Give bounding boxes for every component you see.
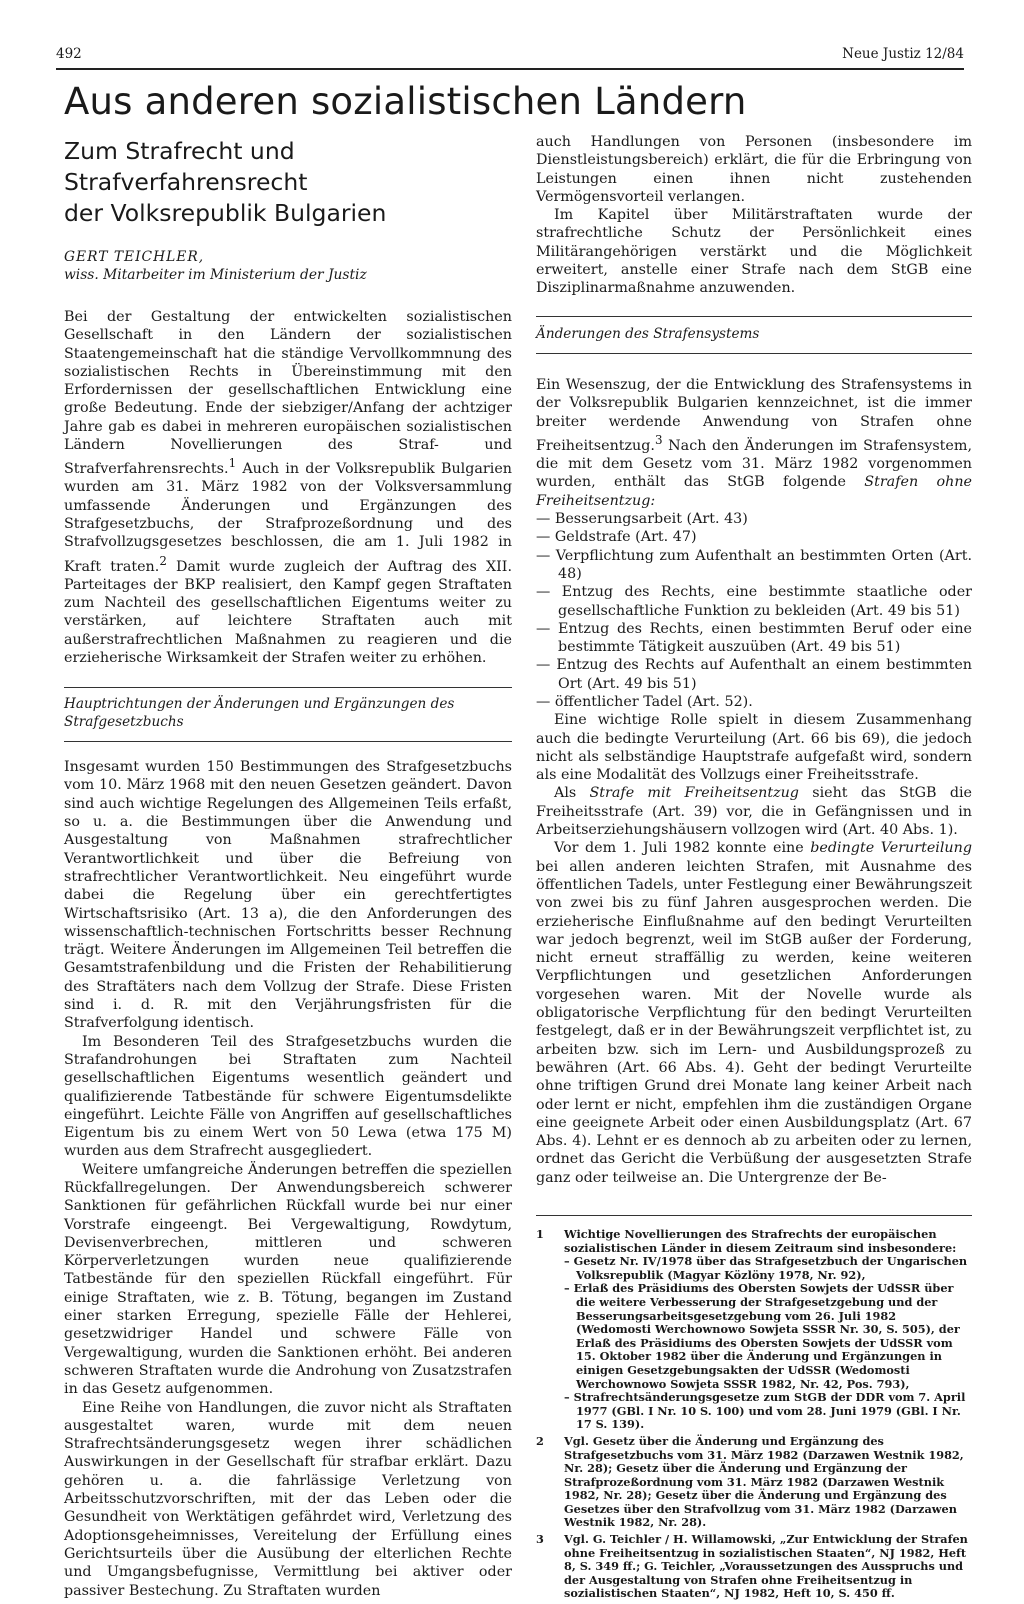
footnote-ref-2: 2	[159, 553, 167, 568]
footnote-ref-1: 1	[228, 456, 237, 471]
intro-text-3: Damit wurde zugleich der Auftrag des XII. Parteitages der BKP realisiert, den Kampf gegen Straftaten zum Nachteil des gesellschaftlichen Eigentums weiter zu verstärken, auf leichtere Straftaten auch mit außerstrafrechtlichen Maßnahmen zu reagieren und die erzieherische Wirksamkeit der Strafen weiter zu erhöhen.	[64, 558, 512, 666]
penalty-item: — Besserungsarbeit (Art. 43)	[536, 511, 748, 528]
footnote-subitem: – Gesetz Nr. IV/1978 über das Strafgesetzbuch der Ungarischen Volksrepublik (Magyar Közlöny 1978, Nr. 92),	[564, 1254, 968, 1282]
author-role: wiss. Mitarbeiter im Ministerium der Justiz	[64, 266, 367, 283]
footnote-body: Vgl. Gesetz über die Änderung und Ergänzung des Strafgesetzbuchs vom 31. März 1982 (Darzawen Westnik 1982, Nr. 28); Gesetz über die Änderung und Ergänzung der Strafprozeßordnung vom 31. März 1982 (Darzawen Westnik 1982, Nr. 28); Gesetz über die Änderung und Ergänzung des Gesetzes über den Strafvollzug vom 31. März 1982 (Darzawen Westnik 1982, Nr. 28).	[564, 1433, 964, 1530]
penalty-item: — Verpflichtung zum Aufenthalt an bestimmten Orten (Art. 48)	[536, 547, 972, 582]
strafen-text-1: Ein Wesenszug, der die Entwicklung des Strafensystems in der Volksrepublik Bulgarien kennzeichnet, ist die immer breiter werdende Anwendung von Strafen ohne Freiheitsentzug.	[536, 377, 972, 454]
subheading-strafensystem: Änderungen des Strafensystems	[536, 316, 972, 355]
footnote-rule	[536, 1215, 972, 1216]
running-header	[56, 46, 964, 70]
footnote-1	[536, 1228, 972, 1432]
right-column	[536, 133, 972, 1604]
paragraph-bedingte-verurteilung: Eine wichtige Rolle spielt in diesem Zusammenhang auch die bedingte Verurteilung (Art. 66 bis 69), die jedoch nicht als selbständige Hauptstrafe aufgefaßt wird, sondern als eine Modalität des Vollzugs einer Freiheitsstrafe.	[536, 712, 972, 784]
intro-text-1: Bei der Gestaltung der entwickelten sozialistischen Gesellschaft in den Ländern der sozialistischen Staatengemeinschaft hat die ständige Vervollkommnung des sozialistischen Rechts in Übereinstimmung mit den Erfordernissen der gesellschaftlichen Entwicklung eine große Bedeutung. Ende der siebziger/Anfang der achtziger Jahre gab es dabei in mehreren europäischen sozialistischen Ländern Novellierungen des Straf- und Strafverfahrensrechts.	[64, 309, 512, 478]
paragraph-continuation: auch Handlungen von Personen (insbesondere im Dienstleistungsbereich) erklärt, die für die Erbringung von Leistungen einen ihnen nicht zustehenden Vermögensvorteil verlangen.	[536, 134, 972, 205]
byline	[64, 249, 512, 284]
footnote-number: 3	[536, 1532, 544, 1547]
footnote-body	[564, 1228, 972, 1432]
paragraph-rueckfall: Weitere umfangreiche Änderungen betreffen die speziellen Rückfallregelungen. Der Anwendungsbereich schwerer Sanktionen für gefährlichen Rückfall wurde bei nur einer Vorstrafe eingeengt. Bei Vergewaltigung, Rowdytum, Devisenverbrechen, mittleren und schweren Körperverletzungen wurden neue qualifizierende Tatbestände für den speziellen Rückfall eingeführt. Für einige Straftaten, wie z. B. Tötung, begangen im Zustand einer starken Erregung, spezielle Fälle der Hehlerei, gesetzwidriger Handel und schwere Fälle von Vergewaltigung, wurden die Sanktionen erhöht. Bei anderen schweren Straftaten wurde die Androhung von Zusatzstrafen in das Gesetz aufgenommen.	[64, 1161, 512, 1398]
footnote-subitem: – Erlaß des Präsidiums des Obersten Sowjets der UdSSR über die weitere Verbesserung der Strafgesetzgebung und der Besserungsarbeitsgesetzgebung vom 26. Juli 1982 (Wedomosti Werchownowo Sowjeta SSSR Nr. 30, S. 505), der Erlaß des Präsidiums des Obersten Sowjets der UdSSR vom 15. Oktober 1982 über die Änderung und Ergänzungen in einigen Gesetzgebungsakten der UdSSR (Wedomosti Werchownowo Sowjeta SSSR 1982, Nr. 42, Pos. 793),	[564, 1281, 960, 1391]
paragraph-wesenszug	[536, 376, 972, 510]
frei-text-2: sieht das StGB die Freiheitsstrafe (Art. 39) vor, die in Gefängnissen und in Arbeitserziehungshäusern vollzogen wird (Art. 40 Abs. 1).	[536, 785, 973, 839]
author-name: GERT TEICHLER,	[64, 249, 205, 265]
footnote-intro: Wichtige Novellierungen des Strafrechts der europäischen sozialistischen Länder in diesem Zeitraum sind insbesondere:	[564, 1227, 957, 1255]
article-title-line-1: Zum Strafrecht und Strafverfahrensrecht	[64, 137, 308, 196]
section-title: Aus anderen sozialistischen Ländern	[64, 80, 747, 123]
penalty-item: — Entzug des Rechts, einen bestimmten Beruf oder eine bestimmte Tätigkeit auszuüben (Art. 49 bis 51)	[536, 620, 972, 656]
penalty-item: — Geldstrafe (Art. 47)	[536, 529, 697, 546]
intro-paragraph	[64, 308, 512, 667]
penalty-item: — Entzug des Rechts auf Aufenthalt an einem bestimmten Ort (Art. 49 bis 51)	[536, 657, 972, 692]
penalty-item: — Entzug des Rechts, eine bestimmte staatliche oder gesellschaftliche Funktion zu bekleiden (Art. 49 bis 51)	[536, 584, 972, 619]
footnote-2	[536, 1435, 972, 1530]
subheading-hauptrichtungen: Hauptrichtungen der Änderungen und Ergänzungen des Strafgesetzbuchs	[64, 687, 512, 742]
vor-text-2: bei allen anderen leichten Strafen, mit Ausnahme des öffentlichen Tadels, unter Festlegung einer Bewährungszeit von zwei bis zu fünf Jahren ausgesprochen werden. Die erzieherische Einflußnahme auf den bedingt Verurteilten war jedoch begrenzt, weil im StGB außer der Forderung, nicht erneut straffällig zu werden, keine weiteren Verpflichtungen und gesetzlichen Anforderungen vorgesehen waren. Mit der Novelle wurde als obligatorische Verpflichtung für den bedingt Verurteilten festgelegt, daß er in der Bewährungszeit verpflichtet ist, zu arbeiten bzw. sich im Lern- und Ausbildungsprozeß zu bewähren (Art. 66 Abs. 4). Geht der bedingt Verurteilte ohne triftigen Grund drei Monate lang keiner Arbeit nach oder lernt er nicht, empfehlen ihm die zuständigen Organe eine geeignete Arbeit oder einen Ausbildungsplatz (Art. 67 Abs. 4). Lehnt er es dennoch ab zu arbeiten oder zu lernen, ordnet das Gericht die Verbüßung der ausgesetzten Strafe ganz oder teilweise an. Die Untergrenze der Be-	[536, 858, 972, 1186]
penalty-list	[536, 510, 972, 711]
footnote-subitem: – Strafrechtsänderungsgesetze zum StGB der DDR vom 7. April 1977 (GBl. I Nr. 10 S. 100) und vom 28. Juni 1979 (GBl. I Nr. 17 S. 139).	[564, 1390, 966, 1432]
penalty-item: — öffentlicher Tadel (Art. 52).	[536, 693, 753, 710]
paragraph-besonderer-teil: Im Besonderen Teil des Strafgesetzbuchs wurden die Strafandrohungen bei Straftaten zum Nachteil gesellschaftlichen Eigentums wesentlich geändert und qualifizierende Tatbestände für schwere Eigentumsdelikte eingeführt. Leichte Fälle von Angriffen auf gesellschaftliches Eigentum bis zu einem Wert von 50 Lewa (etwa 175 M) wurden aus dem Strafrecht ausgegliedert.	[64, 1033, 512, 1160]
vor-emphasis: bedingte Verurteilung	[810, 840, 972, 857]
article-title-line-2: der Volksrepublik Bulgarien	[64, 199, 387, 227]
journal-issue: Neue Justiz 12/84	[842, 46, 964, 62]
page-number: 492	[56, 46, 82, 62]
intro-text-2: Auch in der Volksrepublik Bulgarien wurden am 31. März 1982 von der Volksversammlung umfassende Änderungen und Ergänzungen des Strafgesetzbuchs, der Strafprozeßordnung und des Strafvollzugsgesetzes beschlossen, die am 1. Juli 1982 in Kraft traten.	[64, 461, 512, 575]
paragraph-allgemeiner-teil: Insgesamt wurden 150 Bestimmungen des Strafgesetzbuchs vom 10. März 1968 mit den neuen Gesetzen geändert. Davon sind auch wichtige Regelungen des Allgemeinen Teils erfaßt, so u. a. die Bestimmungen über die Anwendung und Ausgestaltung von Maßnahmen strafrechtlicher Verantwortlichkeit und über die Befreiung von strafrechtlicher Verantwortlichkeit. Neu eingeführt wurde dabei die Regelung über ein gerechtfertigtes Wirtschaftsrisiko (Art. 13 a), die den Anforderungen des wissenschaftlich-technischen Fortschritts besser Rechnung trägt. Weitere Änderungen im Allgemeinen Teil betreffen die Gesamtstrafenbildung und die Fristen der Rehabilitierung des Straftäters nach dem Vollzug der Strafe. Diese Fristen sind i. d. R. mit den Verjährungsfristen für die Strafverfolgung identisch.	[64, 759, 512, 1032]
paragraph-vor-1982	[536, 839, 972, 1187]
strafen-emphasis: Strafen ohne Freiheitsentzug:	[536, 474, 972, 509]
header-rule	[56, 68, 964, 70]
vor-text-1: Vor dem 1. Juli 1982 konnte eine	[554, 840, 811, 857]
article-title	[64, 136, 512, 229]
footnote-number: 1	[536, 1227, 544, 1241]
frei-text-1: Als	[554, 785, 590, 802]
paragraph-militaerstraftaten: Im Kapitel über Militärstraftaten wurde der strafrechtliche Schutz der Persönlichkeit eines Militärangehörigen verstärkt und die Möglichkeit erweitert, anstelle einer Strafe nach dem StGB eine Disziplinarmaßnahme anzuwenden.	[536, 207, 972, 297]
footnote-body: Vgl. G. Teichler / H. Willamowski, „Zur Entwicklung der Strafen ohne Freiheitsentzug in sozialistischen Staaten“, NJ 1982, Heft 8, S. 349 ff.; G. Teichler, „Voraussetzungen des Ausspruchs und der Ausgestaltung von Strafen ohne Freiheitsentzug in sozialistischen Staaten“, NJ 1982, Heft 10, S. 450 ff.	[564, 1532, 968, 1601]
footnotes	[536, 1228, 972, 1601]
left-column	[64, 136, 512, 1600]
frei-emphasis: Strafe mit Freiheitsentzug	[589, 785, 799, 802]
strafen-text-2: Nach den Änderungen im Strafensystem, die mit dem Gesetz vom 31. März 1982 vorgenommen wurden, enthält das StGB folgende	[536, 437, 972, 491]
footnote-number: 2	[536, 1433, 544, 1448]
paragraph-neue-straftaten: Eine Reihe von Handlungen, die zuvor nicht als Straftaten ausgestaltet waren, wurde mit dem neuen Strafrechtsänderungsgesetz wegen ihrer schädlichen Auswirkungen in der Gesellschaft für strafbar erklärt. Dazu gehören u. a. die fahrlässige Verletzung von Arbeitsschutzvorschriften, mit der das Leben oder die Gesundheit von Werktätigen gefährdet wird, Verletzung des Adoptionsgeheimnisses, Vereitelung der Erfüllung eines Gerichtsurteils über die Ausübung der elterlichen Rechte und Umgangsbefugnisse, Vermittlung bei aktiver oder passiver Bestechung. Zu Straftaten wurden	[64, 1399, 512, 1599]
paragraph-freiheitsentzug	[536, 784, 972, 839]
footnote-3	[536, 1533, 972, 1601]
footnote-ref-3: 3	[654, 433, 663, 448]
